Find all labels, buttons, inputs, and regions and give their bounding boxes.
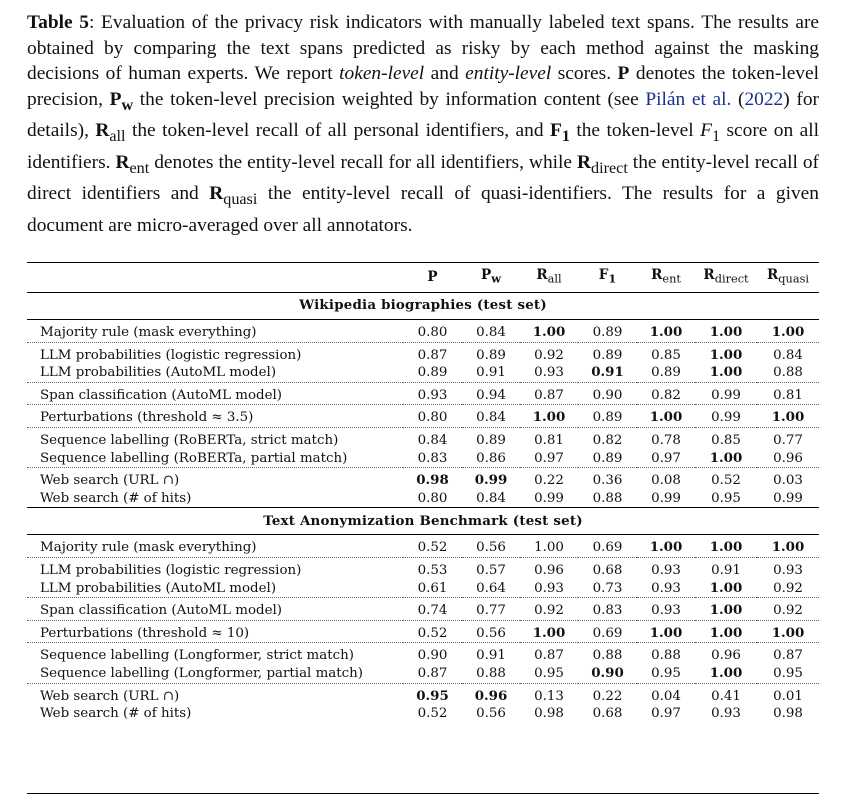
- header-rall: $R_{all}$: [536, 266, 562, 286]
- caption-symbol: $R_{quasi}$: [209, 183, 258, 209]
- caption-symbol: $P_w$: [109, 88, 134, 114]
- section-header: [27, 293, 819, 320]
- score-cell: 0.95: [403, 683, 462, 705]
- method-label: Sequence labelling (RoBERTa, strict match): [27, 427, 403, 449]
- score-cell: 0.22: [520, 468, 578, 490]
- score-cell: 0.97: [651, 450, 681, 466]
- score-cell: 1.00: [637, 620, 695, 643]
- score-cell: 0.93: [403, 382, 462, 405]
- method-label: Perturbations (threshold ≈ 10): [27, 620, 403, 643]
- score-cell: 0.89: [578, 342, 637, 364]
- score-cell: 0.52: [695, 468, 757, 490]
- score-cell: 0.92: [520, 598, 578, 621]
- method-label: Web search (# of hits): [40, 490, 192, 506]
- score-cell: 0.85: [695, 427, 757, 449]
- score-cell: 0.99: [651, 490, 681, 506]
- header-method: [27, 263, 403, 293]
- method-label: Sequence labelling (RoBERTa, partial match): [40, 450, 348, 466]
- score-cell: 0.22: [578, 683, 637, 705]
- score-cell: 0.80: [403, 320, 462, 343]
- results-table: [27, 262, 819, 723]
- score-cell: 0.84: [462, 405, 520, 428]
- caption-text: scores.: [551, 63, 618, 85]
- method-label: Span classification (AutoML model): [27, 598, 403, 621]
- header-p: P: [427, 268, 438, 285]
- score-cell: 0.89: [417, 365, 448, 381]
- score-cell: 0.82: [637, 382, 695, 405]
- header-pw: $P_w$: [481, 266, 501, 286]
- method-label: LLM probabilities (logistic regression): [27, 342, 403, 364]
- score-cell: 0.73: [592, 580, 623, 596]
- method-label: LLM probabilities (AutoML model): [40, 580, 277, 596]
- caption-emph: token-level: [339, 63, 425, 85]
- caption-symbol: $R_{all}$: [95, 120, 126, 146]
- score-cell: 1.00: [709, 449, 743, 466]
- score-cell: 0.96: [462, 683, 520, 705]
- score-cell: 0.99: [695, 405, 757, 428]
- score-cell: 1.00: [637, 535, 695, 558]
- score-cell: 0.87: [520, 382, 578, 405]
- score-cell: 0.52: [403, 535, 462, 558]
- score-cell: 0.99: [462, 468, 520, 490]
- score-cell: 1.00: [637, 405, 695, 428]
- caption-text: : Evaluation of the privacy risk indicators with manually labeled text spans. The results are obtained by comparing the text spans predicted as risky by each method against the masking decisions of human experts. We report: [27, 12, 820, 85]
- table-row: [27, 364, 819, 382]
- score-cell: 0.89: [462, 342, 520, 364]
- table-row: [27, 450, 819, 468]
- score-cell: 0.68: [578, 557, 637, 579]
- method-label: Web search (URL ∩): [27, 468, 403, 490]
- score-cell: 0.84: [757, 342, 819, 364]
- score-cell: 0.95: [651, 665, 681, 681]
- score-cell: 0.96: [520, 557, 578, 579]
- score-cell: 1.00: [520, 405, 578, 428]
- score-cell: 1.00: [757, 535, 819, 558]
- score-cell: 0.98: [534, 706, 564, 722]
- table-row: [27, 427, 819, 449]
- score-cell: 0.89: [592, 450, 623, 466]
- table-bottom-rule: [27, 793, 819, 794]
- score-cell: 0.91: [591, 364, 624, 381]
- score-cell: 1.00: [695, 598, 757, 621]
- score-cell: 0.03: [757, 468, 819, 490]
- score-cell: 0.93: [757, 557, 819, 579]
- caption-text: the token-level precision weighted by information content (see: [133, 88, 646, 110]
- score-cell: 0.69: [578, 620, 637, 643]
- score-cell: 0.93: [637, 557, 695, 579]
- header-rent: $R_{ent}$: [651, 266, 681, 286]
- score-cell: 1.00: [695, 342, 757, 364]
- score-cell: 0.82: [578, 427, 637, 449]
- score-cell: 0.93: [534, 580, 564, 596]
- method-label: Perturbations (threshold ≈ 3.5): [27, 405, 403, 428]
- caption-symbol: $R_{ent}$: [115, 151, 150, 177]
- header-f1: $F_1$: [598, 266, 617, 286]
- score-cell: 0.87: [417, 665, 448, 681]
- score-cell: 0.78: [637, 427, 695, 449]
- score-cell: 0.77: [757, 427, 819, 449]
- caption-text: denotes the token-level precision,: [27, 63, 819, 110]
- score-cell: 0.98: [403, 468, 462, 490]
- score-cell: 0.92: [520, 342, 578, 364]
- score-cell: 1.00: [757, 320, 819, 343]
- score-cell: 1.00: [695, 620, 757, 643]
- caption-text: the token-level: [569, 120, 701, 142]
- header-rquasi: $R_{quasi}$: [766, 266, 810, 286]
- score-cell: 0.52: [403, 620, 462, 643]
- citation-year-link[interactable]: 2022: [744, 88, 784, 110]
- caption-text: the token-level recall of all personal identifiers, and: [125, 120, 550, 142]
- score-cell: 1.00: [709, 364, 743, 381]
- method-label: Sequence labelling (Longformer, strict match): [27, 643, 403, 665]
- section-title: Text Anonymization Benchmark (test set): [27, 508, 819, 535]
- method-label: Web search (# of hits): [40, 706, 192, 722]
- method-label: Web search (URL ∩): [27, 683, 403, 705]
- score-cell: 0.95: [773, 665, 803, 681]
- caption-symbol: $F_1$: [700, 120, 721, 146]
- score-cell: 0.89: [578, 405, 637, 428]
- table-row: [27, 468, 819, 490]
- score-cell: 0.89: [462, 427, 520, 449]
- table-row: [27, 598, 819, 621]
- caption-label: Table 5: [27, 12, 89, 33]
- score-cell: 0.99: [773, 490, 803, 506]
- score-cell: 0.91: [695, 557, 757, 579]
- score-cell: 0.52: [417, 706, 448, 722]
- score-cell: 0.77: [462, 598, 520, 621]
- table-row: [27, 405, 819, 428]
- score-cell: 0.84: [462, 320, 520, 343]
- score-cell: 0.04: [637, 683, 695, 705]
- section-title: Wikipedia biographies (test set): [27, 293, 819, 320]
- score-cell: 1.00: [520, 535, 578, 558]
- table-row: [27, 320, 819, 343]
- score-cell: 0.89: [651, 365, 681, 381]
- score-cell: 0.61: [417, 580, 448, 596]
- caption-text: denotes the entity-level recall for all identifiers, while: [149, 151, 578, 173]
- caption-text: the entity-level recall of quasi-identifiers. The results for a given document are micro-averaged over all annotators.: [27, 183, 819, 236]
- score-cell: 0.69: [578, 535, 637, 558]
- caption-text: the entity-level recall of direct identifiers and: [27, 151, 819, 205]
- score-cell: 0.87: [403, 342, 462, 364]
- score-cell: 0.91: [462, 643, 520, 665]
- score-cell: 0.41: [695, 683, 757, 705]
- table-row: [27, 382, 819, 405]
- score-cell: 1.00: [757, 405, 819, 428]
- score-cell: 0.81: [757, 382, 819, 405]
- score-cell: 0.96: [695, 643, 757, 665]
- score-cell: 1.00: [709, 579, 743, 596]
- table-row: [27, 490, 819, 508]
- score-cell: 0.88: [578, 643, 637, 665]
- score-cell: 0.95: [711, 490, 741, 506]
- table-row: [27, 643, 819, 665]
- caption-text: ): [783, 88, 790, 110]
- method-label: Span classification (AutoML model): [27, 382, 403, 405]
- score-cell: 0.85: [637, 342, 695, 364]
- score-cell: 0.36: [578, 468, 637, 490]
- score-cell: 0.01: [757, 683, 819, 705]
- score-cell: 0.86: [476, 450, 506, 466]
- score-cell: 0.80: [417, 490, 448, 506]
- table-row: [27, 557, 819, 579]
- score-cell: 0.81: [520, 427, 578, 449]
- score-cell: 0.92: [773, 580, 803, 596]
- score-cell: 0.88: [592, 490, 623, 506]
- score-cell: 0.08: [637, 468, 695, 490]
- score-cell: 0.92: [757, 598, 819, 621]
- caption-symbol: P: [617, 63, 630, 85]
- score-cell: 0.56: [476, 706, 506, 722]
- table-row: [27, 620, 819, 643]
- score-cell: 1.00: [757, 620, 819, 643]
- table-row: [27, 342, 819, 364]
- score-cell: 0.56: [462, 620, 520, 643]
- score-cell: 0.94: [462, 382, 520, 405]
- caption-emph: entity-level: [465, 63, 552, 85]
- score-cell: 0.57: [462, 557, 520, 579]
- method-label: Majority rule (mask everything): [27, 535, 403, 558]
- caption-text: (: [731, 88, 745, 110]
- score-cell: 0.93: [637, 598, 695, 621]
- score-cell: 1.00: [709, 664, 743, 681]
- caption-text: and: [424, 63, 466, 85]
- score-cell: 0.93: [534, 365, 564, 381]
- score-cell: 0.99: [695, 382, 757, 405]
- table-body: [27, 293, 819, 723]
- caption-symbol: $F_1$: [549, 120, 570, 146]
- score-cell: 0.87: [520, 643, 578, 665]
- score-cell: 0.90: [578, 382, 637, 405]
- caption-text: for details),: [27, 88, 819, 142]
- score-cell: 0.80: [403, 405, 462, 428]
- table-row: [27, 683, 819, 705]
- score-cell: 1.00: [637, 320, 695, 343]
- score-cell: 0.88: [773, 365, 803, 381]
- caption-symbol: $R_{direct}$: [577, 151, 628, 177]
- section-header: [27, 508, 819, 535]
- score-cell: 0.95: [534, 665, 564, 681]
- score-cell: 0.56: [462, 535, 520, 558]
- score-cell: 0.97: [651, 706, 681, 722]
- score-cell: 0.90: [403, 643, 462, 665]
- table-row: [27, 535, 819, 558]
- score-cell: 0.90: [591, 664, 624, 681]
- score-cell: 0.83: [578, 598, 637, 621]
- method-label: LLM probabilities (logistic regression): [27, 557, 403, 579]
- score-cell: 0.84: [403, 427, 462, 449]
- score-cell: 0.96: [773, 450, 803, 466]
- score-cell: 0.84: [476, 490, 506, 506]
- score-cell: 1.00: [520, 620, 578, 643]
- citation-link[interactable]: Pilán et al.: [645, 88, 732, 110]
- score-cell: 0.91: [476, 365, 506, 381]
- table-row: [27, 580, 819, 598]
- table-row: [27, 665, 819, 683]
- score-cell: 0.97: [534, 450, 564, 466]
- score-cell: 0.83: [417, 450, 448, 466]
- score-cell: 0.87: [757, 643, 819, 665]
- header-row: [27, 263, 819, 293]
- caption-text: score on all identifiers.: [27, 120, 819, 173]
- score-cell: 0.53: [403, 557, 462, 579]
- score-cell: 0.64: [476, 580, 506, 596]
- score-cell: 0.93: [651, 580, 681, 596]
- score-cell: 0.88: [637, 643, 695, 665]
- table-row: [27, 705, 819, 723]
- score-cell: 0.89: [578, 320, 637, 343]
- score-cell: 0.68: [592, 706, 623, 722]
- score-cell: 0.93: [711, 706, 741, 722]
- header-rdirect: $R_{direct}$: [703, 266, 749, 286]
- score-cell: 0.99: [534, 490, 564, 506]
- score-cell: 1.00: [695, 320, 757, 343]
- method-label: Majority rule (mask everything): [27, 320, 403, 343]
- method-label: Sequence labelling (Longformer, partial match): [40, 665, 363, 681]
- score-cell: 1.00: [695, 535, 757, 558]
- score-cell: 0.13: [520, 683, 578, 705]
- table-caption: [27, 10, 819, 238]
- score-cell: 0.98: [773, 706, 803, 722]
- score-cell: 1.00: [520, 320, 578, 343]
- score-cell: 0.74: [403, 598, 462, 621]
- score-cell: 0.88: [476, 665, 506, 681]
- method-label: LLM probabilities (AutoML model): [40, 365, 277, 381]
